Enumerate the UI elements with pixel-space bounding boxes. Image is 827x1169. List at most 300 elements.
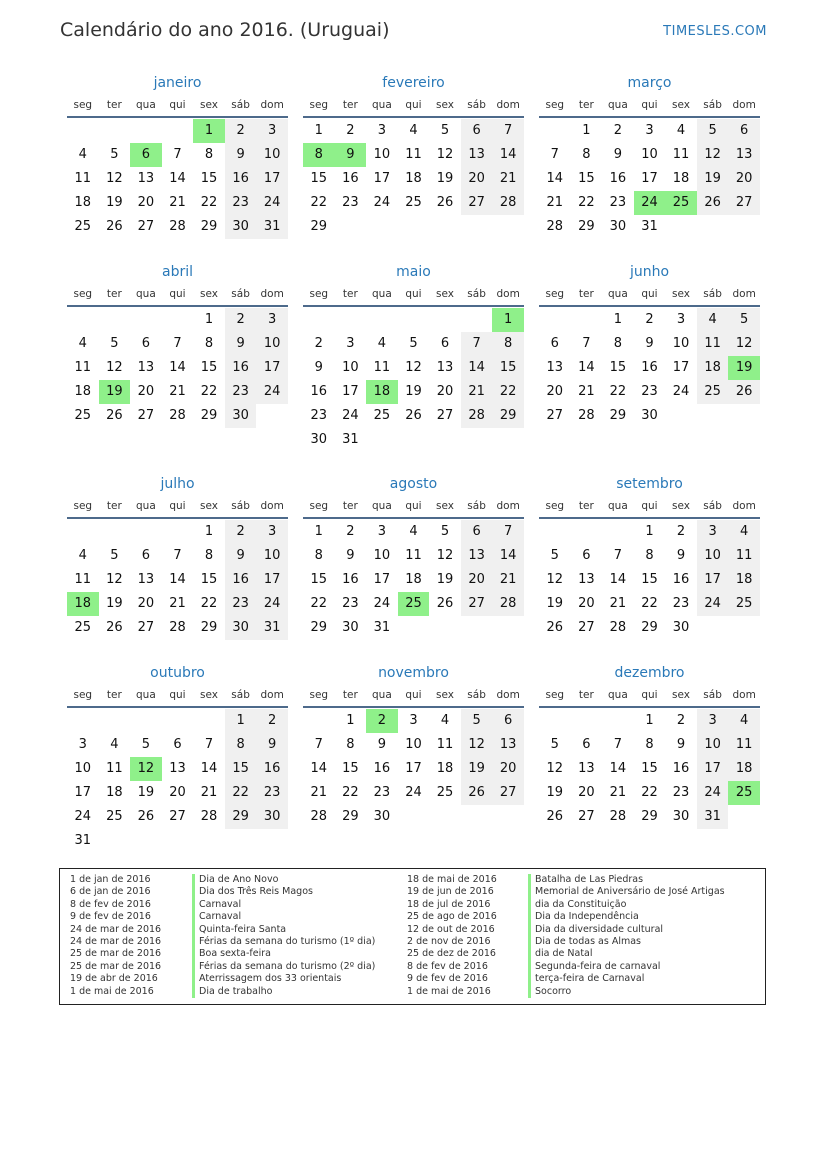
day-cell: 2 (676, 713, 686, 728)
day-cell: 6 (582, 548, 591, 563)
weekday-label: qua (136, 288, 156, 300)
day-cell: 19 (106, 195, 123, 210)
day-cell: 29 (578, 219, 595, 234)
day-cell: 28 (169, 219, 186, 234)
day-cell: 20 (169, 785, 186, 800)
day-cell: 26 (697, 191, 729, 215)
day-cell: 7 (204, 737, 214, 752)
day-cell: 25 (436, 785, 454, 800)
day-cell: 31 (373, 620, 391, 635)
day-cell: 21 (169, 384, 186, 399)
weekday-label: qua (372, 500, 392, 512)
day-cell: 20 (436, 384, 454, 399)
day-cell: 25 (728, 592, 760, 616)
day-cell: 26 (106, 408, 123, 423)
weekday-label: ter (106, 500, 122, 512)
empty-cell (162, 119, 194, 143)
day-cell: 21 (461, 380, 493, 404)
day-cell: 15 (641, 572, 658, 587)
day-cell: 30 (609, 219, 627, 234)
day-cell: 6 (440, 336, 450, 351)
day-cell: 10 (672, 336, 690, 351)
day-cell: 24 (342, 408, 359, 423)
day-cell: 26 (436, 195, 454, 210)
month-title: fevereiro (382, 75, 445, 91)
day-cell: 17 (256, 568, 288, 592)
day-cell: 9 (377, 737, 387, 752)
holiday-day: 6 (130, 143, 162, 167)
day-cell: 3 (377, 123, 387, 138)
weekday-label: qua (136, 99, 156, 111)
day-cell: 11 (728, 733, 760, 757)
day-cell: 15 (200, 572, 218, 587)
day-cell: 28 (609, 809, 627, 824)
month-block (303, 473, 524, 662)
day-cell: 12 (461, 733, 493, 757)
weekday-label: seg (73, 288, 93, 300)
legend-date: 1 de jan de 2016 (70, 874, 151, 885)
weekday-header (303, 94, 524, 118)
day-cell: 7 (173, 336, 182, 351)
day-cell: 28 (310, 809, 328, 824)
weekday-label: dom (496, 689, 520, 701)
day-cell: 27 (578, 620, 595, 635)
day-cell: 11 (405, 548, 422, 563)
holiday-day: 18 (67, 592, 99, 616)
holiday-day: 9 (335, 143, 367, 167)
day-cell: 2 (314, 336, 323, 351)
day-cell: 21 (169, 596, 186, 611)
day-cell: 9 (613, 147, 623, 162)
day-cell: 6 (461, 119, 493, 143)
legend-date: 24 de mar de 2016 (70, 923, 162, 935)
day-cell: 13 (137, 360, 155, 375)
day-cell: 3 (645, 123, 654, 138)
day-cell: 13 (137, 171, 155, 186)
day-cell: 30 (641, 408, 658, 423)
day-cell: 23 (609, 195, 627, 210)
day-cell: 21 (492, 568, 524, 592)
days-grid (67, 308, 288, 428)
legend-holiday-name: Quinta-feira Santa (192, 924, 375, 936)
empty-cell (602, 709, 634, 733)
day-cell: 20 (578, 596, 595, 611)
legend-date: 19 de jun de 2016 (407, 886, 494, 898)
empty-cell (303, 308, 335, 332)
day-cell: 7 (173, 147, 182, 162)
day-cell: 4 (78, 147, 87, 162)
day-cell: 4 (440, 713, 450, 728)
month-title: setembro (616, 476, 683, 492)
day-cell: 4 (110, 737, 119, 752)
legend-date: 9 de fev de 2016 (407, 973, 488, 985)
weekday-header (303, 495, 524, 519)
day-cell: 16 (342, 572, 359, 587)
day-cell: 22 (200, 596, 218, 611)
weekday-label: sáb (231, 500, 250, 512)
weekday-label: sáb (467, 689, 486, 701)
day-cell: 8 (204, 147, 214, 162)
day-cell: 15 (492, 356, 524, 380)
weekday-label: seg (73, 500, 93, 512)
empty-cell (130, 709, 162, 733)
day-cell: 30 (373, 809, 391, 824)
weekday-label: ter (578, 689, 594, 701)
weekday-label: qua (608, 500, 628, 512)
day-cell: 10 (697, 733, 729, 757)
day-cell: 15 (609, 360, 627, 375)
day-cell: 25 (106, 809, 123, 824)
day-cell: 17 (405, 761, 422, 776)
empty-cell (429, 308, 461, 332)
day-cell: 8 (645, 548, 654, 563)
day-cell: 15 (200, 171, 218, 186)
day-cell: 29 (609, 408, 627, 423)
weekday-label: sex (436, 99, 455, 111)
holiday-day: 8 (303, 143, 335, 167)
day-cell: 4 (409, 123, 418, 138)
month-block (67, 662, 288, 852)
day-cell: 23 (225, 380, 257, 404)
legend-date: 25 de mar de 2016 (70, 948, 162, 960)
day-cell: 31 (697, 805, 729, 829)
day-cell: 12 (405, 360, 422, 375)
day-cell: 16 (672, 761, 690, 776)
day-cell: 9 (346, 548, 355, 563)
day-cell: 6 (141, 336, 151, 351)
day-cell: 9 (676, 548, 686, 563)
day-cell: 23 (256, 781, 288, 805)
day-cell: 24 (672, 384, 690, 399)
day-cell: 13 (578, 572, 595, 587)
month-title: março (627, 75, 672, 91)
holiday-day: 24 (634, 191, 666, 215)
day-cell: 18 (728, 757, 760, 781)
day-cell: 10 (373, 548, 391, 563)
day-cell: 9 (645, 336, 654, 351)
empty-cell (303, 709, 335, 733)
day-cell: 5 (440, 123, 450, 138)
day-cell: 22 (225, 781, 257, 805)
weekday-label: seg (545, 288, 565, 300)
day-cell: 29 (200, 408, 218, 423)
day-cell: 17 (697, 568, 729, 592)
day-cell: 3 (256, 119, 288, 143)
day-cell: 20 (546, 384, 564, 399)
day-cell: 5 (550, 548, 559, 563)
weekday-label: sex (672, 500, 691, 512)
day-cell: 21 (546, 195, 564, 210)
weekday-label: sex (200, 99, 219, 111)
day-cell: 26 (546, 620, 564, 635)
month-title: junho (629, 264, 670, 280)
weekday-label: ter (106, 689, 122, 701)
empty-cell (67, 119, 99, 143)
holiday-day: 1 (193, 119, 225, 143)
empty-cell (602, 520, 634, 544)
weekday-label: seg (545, 689, 565, 701)
weekday-header (539, 495, 760, 519)
day-cell: 10 (256, 332, 288, 356)
day-cell: 5 (141, 737, 151, 752)
days-grid (303, 119, 524, 239)
day-cell: 20 (461, 568, 493, 592)
day-cell: 4 (78, 336, 87, 351)
weekday-label: dom (260, 99, 284, 111)
day-cell: 14 (609, 572, 627, 587)
day-cell: 16 (256, 757, 288, 781)
legend-holiday-name: Férias da semana do turismo (1º dia) (192, 936, 375, 948)
weekday-label: dom (260, 500, 284, 512)
weekday-label: qua (372, 288, 392, 300)
day-cell: 9 (314, 360, 323, 375)
day-cell: 15 (342, 761, 359, 776)
weekday-label: sáb (467, 288, 486, 300)
weekday-label: sáb (231, 689, 250, 701)
holiday-day: 1 (492, 308, 524, 332)
legend-dates-left (70, 874, 161, 998)
day-cell: 17 (256, 356, 288, 380)
day-cell: 16 (225, 356, 257, 380)
day-cell: 9 (225, 332, 257, 356)
days-grid (539, 520, 760, 640)
day-cell: 6 (141, 548, 151, 563)
day-cell: 5 (550, 737, 559, 752)
holiday-day: 2 (366, 709, 398, 733)
day-cell: 8 (613, 336, 623, 351)
holiday-legend (59, 868, 766, 1005)
day-cell: 29 (200, 620, 218, 635)
day-cell: 3 (409, 713, 418, 728)
legend-names-right (528, 874, 725, 998)
day-cell: 26 (405, 408, 422, 423)
day-cell: 19 (106, 596, 123, 611)
empty-cell (162, 709, 194, 733)
legend-holiday-name: Carnaval (192, 899, 375, 911)
day-cell: 15 (641, 761, 658, 776)
day-cell: 2 (346, 524, 355, 539)
legend-date: 24 de mar de 2016 (70, 936, 162, 948)
legend-holiday-name: Aterrissagem dos 33 orientais (192, 973, 375, 985)
legend-holiday-name: Dia da diversidade cultural (528, 924, 725, 936)
day-cell: 22 (609, 384, 627, 399)
weekday-header (539, 684, 760, 708)
legend-holiday-name: Dia de todas as Almas (528, 936, 725, 948)
day-cell: 5 (110, 548, 119, 563)
weekday-label: dom (732, 689, 756, 701)
weekday-label: sáb (703, 689, 722, 701)
weekday-label: sáb (703, 99, 722, 111)
empty-cell (461, 308, 493, 332)
day-cell: 31 (342, 432, 359, 447)
day-cell: 25 (405, 195, 422, 210)
holiday-day: 19 (728, 356, 760, 380)
day-cell: 21 (200, 785, 218, 800)
day-cell: 28 (169, 408, 186, 423)
legend-date: 1 de mai de 2016 (70, 985, 154, 997)
day-cell: 15 (578, 171, 595, 186)
weekday-label: sex (436, 500, 455, 512)
weekday-label: sex (200, 288, 219, 300)
day-cell: 27 (137, 219, 155, 234)
weekday-label: ter (578, 500, 594, 512)
days-grid (303, 709, 524, 829)
day-cell: 6 (728, 119, 760, 143)
day-cell: 4 (676, 123, 686, 138)
day-cell: 27 (137, 408, 155, 423)
day-cell: 20 (728, 167, 760, 191)
weekday-label: sex (200, 500, 219, 512)
day-cell: 19 (546, 785, 564, 800)
day-cell: 19 (436, 171, 454, 186)
day-cell: 21 (609, 785, 627, 800)
weekday-label: sáb (467, 99, 486, 111)
day-cell: 14 (492, 143, 524, 167)
day-cell: 5 (461, 709, 493, 733)
legend-date: 25 de ago de 2016 (407, 911, 497, 923)
day-cell: 4 (377, 336, 387, 351)
day-cell: 10 (641, 147, 658, 162)
day-cell: 23 (225, 191, 257, 215)
day-cell: 16 (342, 171, 359, 186)
empty-cell (67, 709, 99, 733)
day-cell: 17 (672, 360, 690, 375)
day-cell: 13 (461, 544, 493, 568)
weekday-label: seg (73, 689, 93, 701)
day-cell: 12 (546, 761, 564, 776)
empty-cell (130, 520, 162, 544)
page-title: Calendário do ano 2016. (Uruguai) (60, 19, 390, 41)
day-cell: 5 (110, 336, 119, 351)
weekday-label: qua (608, 288, 628, 300)
day-cell: 14 (310, 761, 328, 776)
weekday-label: qui (405, 288, 422, 300)
empty-cell (398, 308, 430, 332)
weekday-label: ter (342, 99, 358, 111)
day-cell: 20 (137, 195, 155, 210)
legend-date: 18 de jul de 2016 (407, 898, 491, 910)
day-cell: 3 (346, 336, 355, 351)
day-cell: 11 (106, 761, 123, 776)
day-cell: 28 (492, 191, 524, 215)
day-cell: 19 (405, 384, 422, 399)
day-cell: 14 (546, 171, 564, 186)
day-cell: 18 (405, 572, 422, 587)
day-cell: 9 (256, 733, 288, 757)
legend-date: 8 de fev de 2016 (407, 960, 488, 972)
day-cell: 14 (461, 356, 493, 380)
weekday-header (539, 94, 760, 118)
day-cell: 11 (728, 544, 760, 568)
day-cell: 18 (672, 171, 690, 186)
weekday-label: sáb (231, 288, 250, 300)
day-cell: 3 (676, 312, 686, 327)
legend-holiday-name: Batalha de Las Piedras (528, 874, 725, 886)
day-cell: 14 (169, 572, 186, 587)
day-cell: 30 (225, 404, 257, 428)
day-cell: 13 (728, 143, 760, 167)
empty-cell (67, 308, 99, 332)
day-cell: 18 (405, 171, 422, 186)
weekday-label: ter (342, 689, 358, 701)
day-cell: 11 (697, 332, 729, 356)
day-cell: 27 (461, 592, 493, 616)
legend-holiday-name: terça-feira de Carnaval (528, 973, 725, 985)
day-cell: 18 (74, 195, 92, 210)
month-block (67, 473, 288, 662)
weekday-label: seg (309, 99, 329, 111)
day-cell: 2 (225, 520, 257, 544)
weekday-label: sex (436, 288, 455, 300)
site-link[interactable]: TIMESLES.COM (663, 24, 767, 39)
day-cell: 17 (342, 384, 359, 399)
month-title: outubro (150, 665, 205, 681)
day-cell: 27 (546, 408, 564, 423)
legend-dates-right (407, 874, 497, 998)
day-cell: 15 (310, 171, 328, 186)
day-cell: 27 (578, 809, 595, 824)
weekday-label: qua (608, 689, 628, 701)
day-cell: 14 (200, 761, 218, 776)
day-cell: 15 (310, 572, 328, 587)
day-cell: 26 (106, 620, 123, 635)
day-cell: 23 (672, 785, 690, 800)
legend-holiday-name: Dia dos Três Reis Magos (192, 886, 375, 898)
day-cell: 30 (225, 616, 257, 640)
day-cell: 25 (697, 380, 729, 404)
day-cell: 3 (256, 520, 288, 544)
day-cell: 28 (169, 620, 186, 635)
day-cell: 3 (377, 524, 387, 539)
day-cell: 12 (728, 332, 760, 356)
day-cell: 17 (256, 167, 288, 191)
day-cell: 6 (173, 737, 182, 752)
day-cell: 10 (373, 147, 391, 162)
day-cell: 24 (373, 596, 391, 611)
day-cell: 23 (342, 596, 359, 611)
day-cell: 4 (728, 709, 760, 733)
day-cell: 6 (582, 737, 591, 752)
day-cell: 5 (697, 119, 729, 143)
empty-cell (571, 308, 603, 332)
day-cell: 4 (697, 308, 729, 332)
day-cell: 20 (492, 757, 524, 781)
day-cell: 24 (373, 195, 391, 210)
legend-date: 19 de abr de 2016 (70, 973, 158, 985)
day-cell: 26 (436, 596, 454, 611)
day-cell: 8 (346, 737, 355, 752)
day-cell: 7 (582, 336, 591, 351)
weekday-label: ter (106, 288, 122, 300)
weekday-label: ter (106, 99, 122, 111)
empty-cell (571, 709, 603, 733)
day-cell: 12 (436, 147, 454, 162)
legend-holiday-name: Carnaval (192, 911, 375, 923)
day-cell: 7 (173, 548, 182, 563)
day-cell: 27 (492, 781, 524, 805)
weekday-label: qua (608, 99, 628, 111)
weekday-label: sex (672, 689, 691, 701)
weekday-label: qui (641, 500, 658, 512)
day-cell: 20 (137, 384, 155, 399)
day-cell: 10 (342, 360, 359, 375)
weekday-label: qui (641, 288, 658, 300)
day-cell: 13 (492, 733, 524, 757)
days-grid (303, 308, 524, 452)
legend-holiday-name: Segunda-feira de carnaval (528, 961, 725, 973)
weekday-label: sex (672, 99, 691, 111)
day-cell: 7 (492, 520, 524, 544)
